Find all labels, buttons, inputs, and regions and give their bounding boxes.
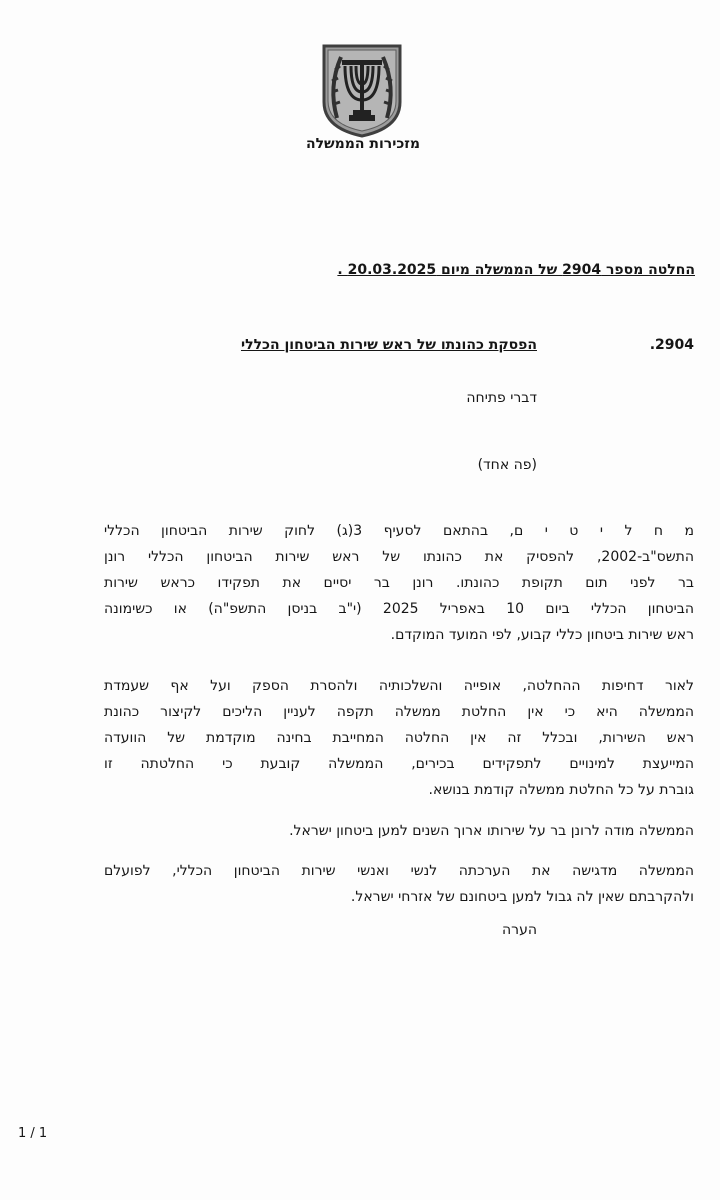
page-number: 1 / 1 — [18, 1126, 48, 1141]
paragraph-line: מ ח ל י ט י ם, בהתאם לסעיף 3(ג) לחוק שירות הביטחון הכללי — [104, 523, 694, 539]
unanimous-note: (פה אחד) — [477, 457, 537, 473]
emblem-of-israel-icon — [319, 42, 405, 138]
opening-heading: דברי פתיחה — [466, 390, 537, 406]
paragraph-line: הממשלה מדגישה את הערכתה לנשי ואנשי שירות הביטחון הכללי, לפועלם — [104, 863, 694, 879]
decision-paragraph-2 — [104, 673, 694, 803]
paragraph-line: הביטחון הכללי ביום 10 באפריל 2025 (י"ב בניסן התשפ"ה) או כשימונה — [104, 601, 694, 617]
paragraph-line: הממשלה היא כי אין החלטת ממשלה תקפה לעניין הליכים לקיצור כהונת — [104, 704, 694, 720]
decision-paragraph-4 — [104, 858, 694, 910]
paragraph-line: ולהקרבתם שאין לה גבול למען ביטחונם של אזרחי ישראל. — [350, 889, 694, 905]
decision-number: .2904 — [649, 337, 694, 353]
office-name: מזכירות הממשלה — [305, 136, 421, 152]
paragraph-line: ראש השירות, ובכלל זה אין החלטה המחייבת בחינה מוקדמת של הוועדה — [104, 730, 694, 746]
paragraph-line: ראש שירות ביטחון כללי קבוע, לפי המועד המוקדם. — [390, 627, 694, 643]
decision-paragraph-3 — [104, 818, 694, 844]
paragraph-line: המייעצת למינויים לתפקידים בכירים, הממשלה קובעת כי החלטתה זו — [104, 756, 694, 772]
paragraph-line: לאור דחיפות ההחלטה, אופייה והשלכותיה ולהסרת הספק ועל אף שעמדת — [104, 678, 694, 694]
paragraph-line: התשס"ב-2002, להפסיק את כהונתו של ראש שירות הביטחון הכללי רונן — [104, 549, 694, 565]
paragraph-line: גוברת על כל החלטת ממשלה קודמת בנושא. — [428, 782, 694, 798]
decision-header: החלטה מספר 2904 של הממשלה מיום 20.03.2025 . — [337, 262, 695, 278]
note-label: הערה — [502, 922, 537, 938]
paragraph-line: הממשלה מודה לרונן בר על שירותו ארוך השנים למען ביטחון ישראל. — [289, 823, 694, 839]
decision-title: הפסקת כהונתו של ראש שירות הביטחון הכללי — [240, 337, 537, 353]
paragraph-line: בר לפני תום תקופת כהונתו. רונן בר יסיים את תפקידו כראש שירות — [104, 575, 694, 591]
decision-paragraph-1 — [104, 518, 694, 648]
